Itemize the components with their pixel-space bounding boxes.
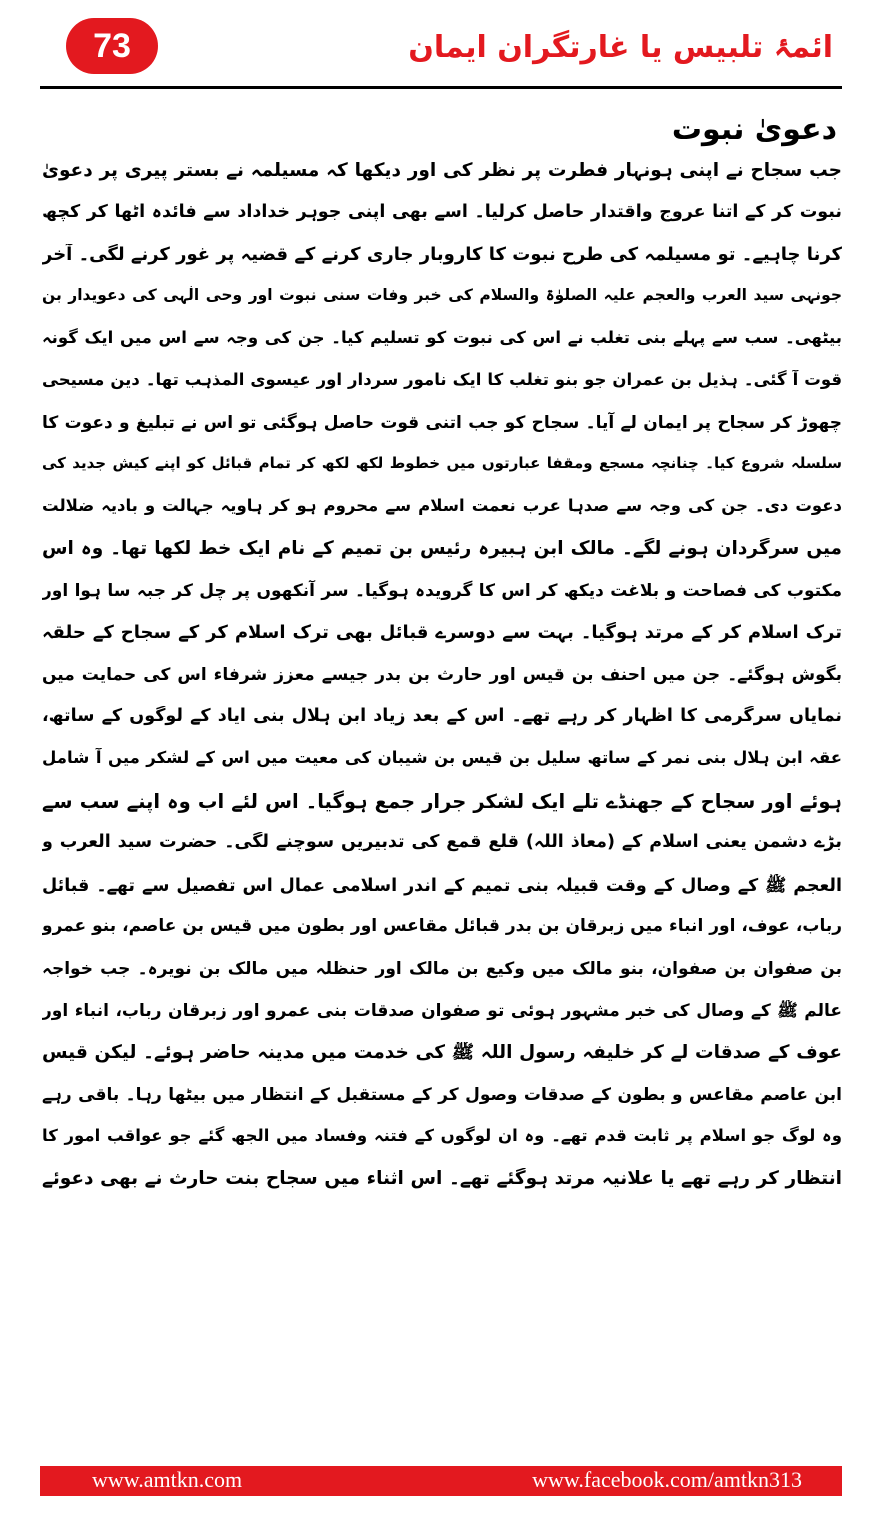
page-footer	[40, 1466, 842, 1496]
text-line: چھوڑ کر سجاح پر ایمان لے آیا۔ سجاح کو جب اتنی قوت حاصل ہوگئی تو اس نے تبلیغ و دعوت کا	[42, 413, 842, 433]
text-line: بگوش ہوگئے۔ جن میں احنف بن قیس اور حارث بن بدر جیسے معزز شرفاء اس کی حمایت میں	[42, 665, 842, 685]
page-header	[0, 0, 881, 92]
text-line: بیٹھی۔ سب سے پہلے بنی تغلب نے اس کی نبوت کو تسلیم کیا۔ جن کی وجہ سے اس میں ایک گونہ	[42, 328, 842, 347]
text-line: عقہ ابن ہلال بنی نمر کے ساتھ سلیل بن قیس بن شیبان کی معیت میں اس کے لشکر میں آ شامل	[42, 748, 842, 767]
book-title: ائمۂ تلبیس یا غارتگران ایمان	[408, 30, 833, 65]
text-line: ہوئے اور سجاح کے جھنڈے تلے ایک لشکر جرار جمع ہوگیا۔ اس لئے اب وہ اپنے سب سے	[42, 790, 842, 813]
text-line: مکتوب کی فصاحت و بلاغت دیکھ کر اس کا گرویدہ ہوگیا۔ سر آنکھوں پر چل کر جبہ سا ہوا اور	[42, 581, 842, 601]
header-divider	[40, 86, 842, 89]
text-line: جونہی سید العرب والعجم علیہ الصلوٰۃ والسلام کی خبر وفات سنی نبوت اور وحی الٰہی کی دعویدار بن	[42, 286, 842, 304]
text-line: نبوت کر کے اتنا عروج واقتدار حاصل کرلیا۔ اسے بھی اپنی جوہر خداداد سے فائدہ اٹھا کر کچھ	[42, 202, 842, 222]
text-line: کرنا چاہیے۔ تو مسیلمہ کی طرح نبوت کا کاروبار جاری کرنے کے قضیہ پر غور کرنے لگی۔ آخر	[42, 244, 842, 265]
text-line: العجم ﷺ کے وصال کے وقت قبیلہ بنی تمیم کے اندر اسلامی عمال اس تفصیل سے تھے۔ قبائل	[42, 876, 842, 896]
text-line: جب سجاح نے اپنی ہونہار فطرت پر نظر کی اور دیکھا کہ مسیلمہ نے بستر پیری پر دعویٰ	[42, 160, 842, 181]
text-line: ترک اسلام کر کے مرتد ہوگیا۔ بہت سے دوسرے قبائل بھی ترک اسلام کر کے سجاح کے حلقہ	[42, 622, 842, 643]
text-line: انتظار کر رہے تھے یا علانیہ مرتد ہوگئے تھے۔ اس اثناء میں سجاح بنت حارث نے بھی دعوئے	[42, 1168, 842, 1189]
text-line: وہ لوگ جو اسلام پر ثابت قدم تھے۔ وہ ان لوگوں کے فتنہ وفساد میں الجھ گئے جو عواقب امور کا	[42, 1126, 842, 1145]
text-line: عوف کے صدقات لے کر خلیفہ رسول اللہ ﷺ کی خدمت میں مدینہ حاضر ہوئے۔ لیکن قیس	[42, 1042, 842, 1063]
page-number-badge: 73	[66, 18, 158, 74]
text-line: سلسلہ شروع کیا۔ چنانچہ مسجع ومقفا عبارتوں میں خطوط لکھ لکھ کر تمام قبائل کو اپنے کیش جدید کی	[42, 454, 842, 472]
text-line: نمایاں سرگرمی کا اظہار کر رہے تھے۔ اس کے بعد زیاد ابن ہلال بنی ایاد کے لوگوں کے ساتھ،	[42, 706, 842, 726]
website-link[interactable]: www.amtkn.com	[92, 1467, 243, 1492]
text-line: بڑے دشمن یعنی اسلام کے (معاذ اللہ) قلع قمع کی تدبیریں سوچنے لگی۔ حضرت سید العرب و	[42, 832, 842, 852]
text-line: عالم ﷺ کے وصال کی خبر مشہور ہوئی تو صفوان صدقات بنی عمرو اور زبرقان رباب، انباء اور	[42, 1001, 842, 1021]
text-line: قوت آ گئی۔ ہذیل بن عمران جو بنو تغلب کا ایک نامور سردار اور عیسوی المذہب تھا۔ دین مسیحی	[42, 370, 842, 389]
facebook-link[interactable]: www.facebook.com/amtkn313	[532, 1467, 802, 1492]
text-line: میں سرگردان ہونے لگے۔ مالک ابن ہبیرہ رئیس بن تمیم کے نام ایک خط لکھا تھا۔ وہ اس	[42, 538, 842, 559]
text-line: رباب، عوف، اور انباء میں زبرقان بن بدر قبائل مقاعس اور بطون میں قیس بن عاصم، بنو عمرو	[42, 916, 842, 936]
body-text	[42, 160, 842, 1210]
text-line: ابن عاصم مقاعس و بطون کے صدقات وصول کر کے مستقبل کے انتظار میں بیٹھا رہا۔ باقی رہے	[42, 1085, 842, 1105]
chapter-title: دعویٰ نبوت	[671, 112, 837, 147]
text-line: دعوت دی۔ جن کی وجہ سے صدہا عرب نعمت اسلام سے محروم ہو کر ہاویہ جہالت و بادیہ ضلالت	[42, 496, 842, 515]
text-line: بن صفوان بن صفوان، بنو مالک میں وکیع بن مالک اور حنظلہ میں مالک بن نویرہ۔ جب خواجہ	[42, 959, 842, 979]
